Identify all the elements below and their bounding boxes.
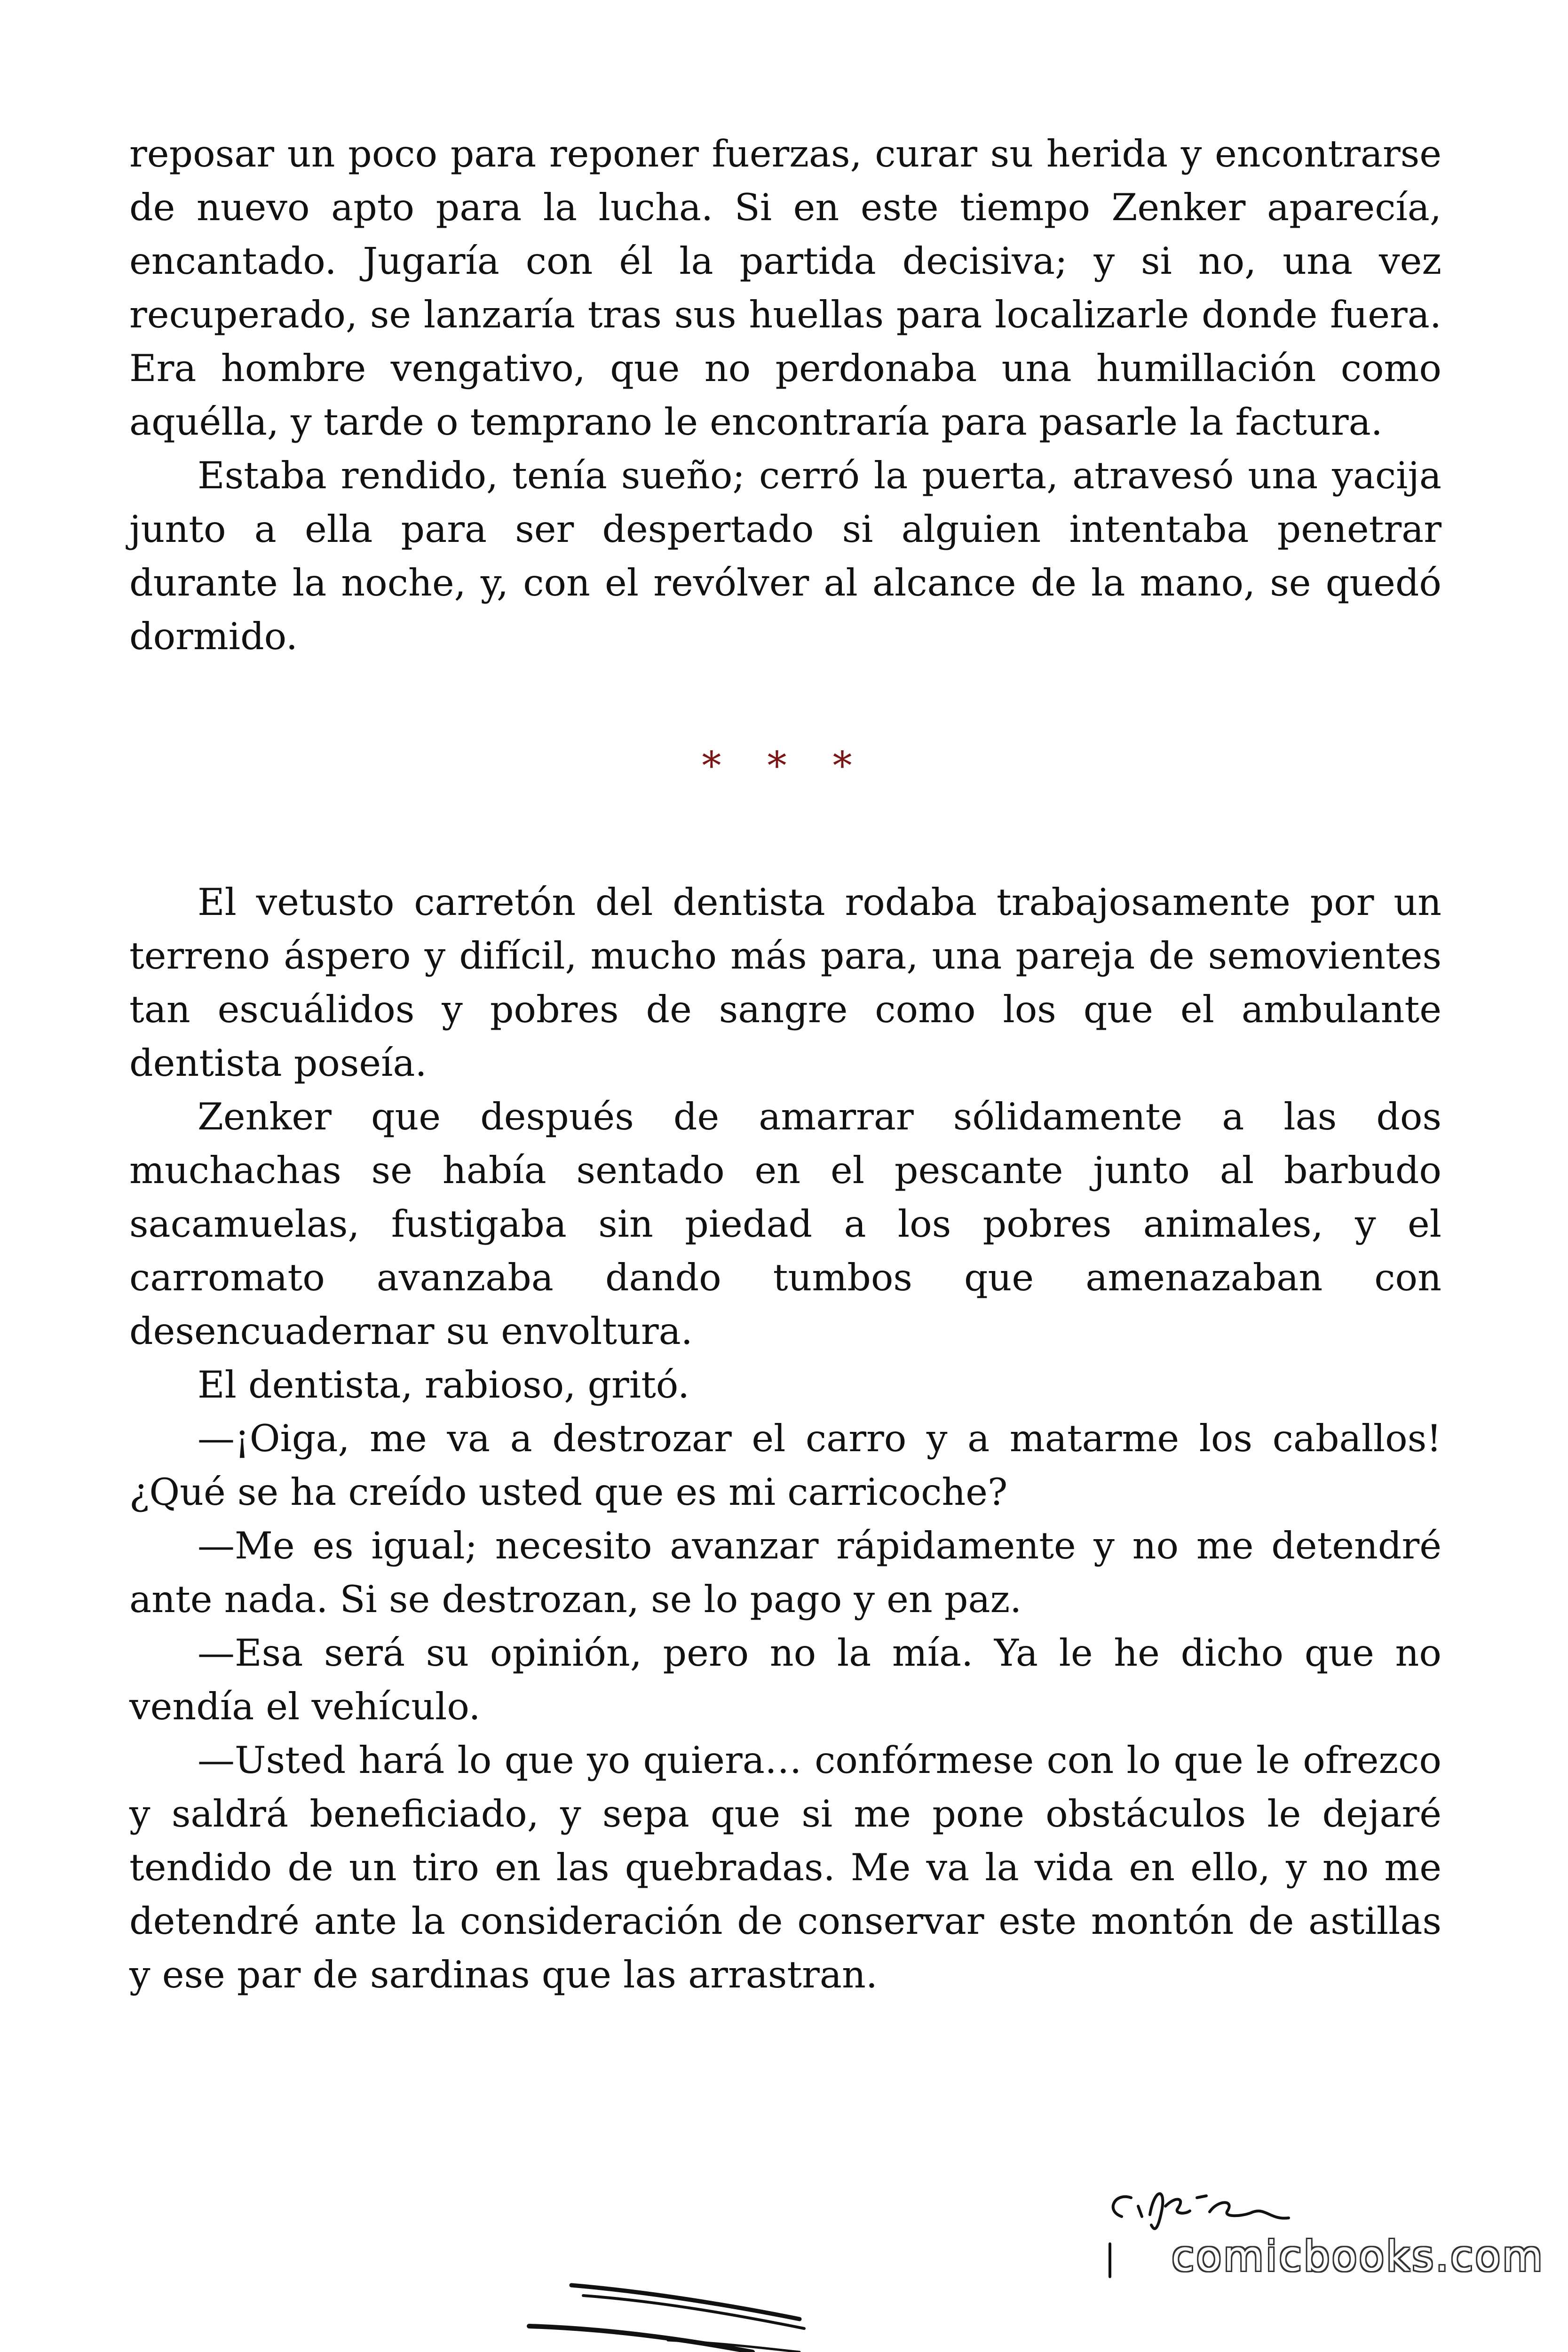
watermark: comicbooks.com <box>1171 2232 1544 2280</box>
paragraph-4: Zenker que después de amarrar sólidamente a las dos muchachas se había sentado en el pescante junto al barbudo sacamuelas, fustigaba sin piedad a los pobres animales, y el carromato avanzaba dando tumbos que amenazaban con desencuadernar su envoltura. <box>129 1095 1441 1353</box>
paragraph-2: Estaba rendido, tenía sueño; cerró la puerta, atravesó una yacija junto a ella para ser despertado si alguien intentaba penetrar durante la noche, y, con el revólver al alcance de la mano, se quedó dormido. <box>129 454 1441 658</box>
paragraph-6: —¡Oiga, me va a destrozar el carro y a matarme los caballos! ¿Qué se ha creído usted que es mi carricoche? <box>129 1417 1441 1514</box>
paragraph-5: El dentista, rabioso, gritó. <box>198 1363 690 1406</box>
section-separator: * * * <box>702 744 869 788</box>
paragraph-7: —Me es igual; necesito avanzar rápidamente y no me detendré ante nada. Si se destrozan, se lo pago y en paz. <box>129 1524 1441 1621</box>
paragraph-9: —Usted hará lo que yo quiera… confórmese con lo que le ofrezco y saldrá beneficiado, y sepa que si me pone obstáculos le dejaré tendido de un tiro en las quebradas. Me va la vida en ello, y no me detendré ante la consideración de conservar este montón de astillas y ese par de sardinas que las arrastran. <box>129 1739 1441 1996</box>
paragraph-1: reposar un poco para reponer fuerzas, curar su herida y encontrarse de nuevo apto para la lucha. Si en este tiempo Zenker aparecía, encantado. Jugaría con él la partida decisiva; y si no, una vez recuperado, se lanzaría tras sus huellas para localizarle donde fuera. Era hombre vengativo, que no perdonaba una humillación como aquélla, y tarde o temprano le encontraría para pasarle la factura. <box>129 132 1441 444</box>
paragraph-3: El vetusto carretón del dentista rodaba trabajosamente por un terreno áspero y difícil, mucho más para, una pareja de semovientes tan escuálidos y pobres de sangre como los que el ambulante dentista poseía. <box>129 881 1441 1085</box>
paragraph-8: —Esa será su opinión, pero no la mía. Ya le he dicho que no vendía el vehículo. <box>129 1631 1441 1728</box>
